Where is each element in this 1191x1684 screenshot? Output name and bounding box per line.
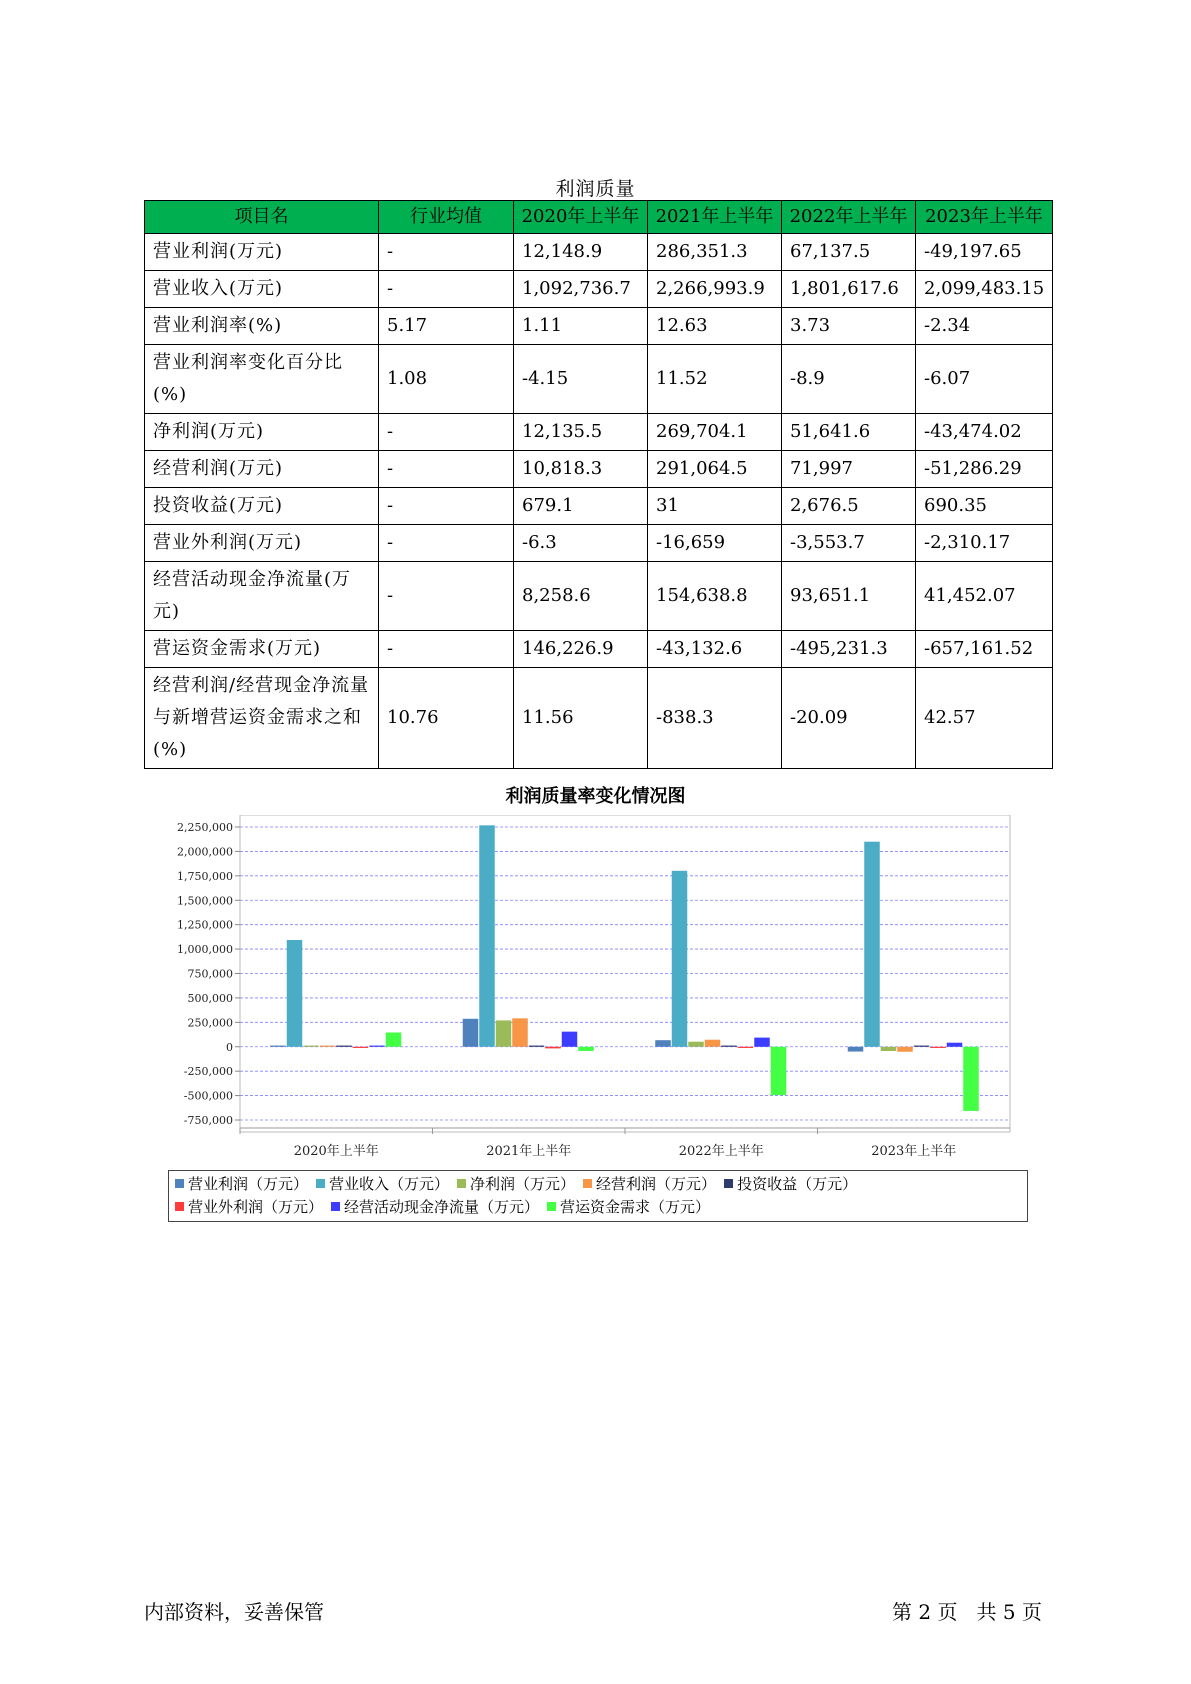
bar-3-3 xyxy=(897,1047,913,1052)
table-cell: - xyxy=(379,631,514,668)
bar-3-2 xyxy=(705,1040,721,1047)
table-cell: 10.76 xyxy=(379,668,514,769)
y-tick-label: 1,500,000 xyxy=(177,894,233,908)
row-label: 营业利润率(%) xyxy=(145,308,379,345)
table-cell: 1.11 xyxy=(514,308,648,345)
y-tick-label: 750,000 xyxy=(187,967,233,981)
row-label: 净利润(万元) xyxy=(145,414,379,451)
bar-4-2 xyxy=(721,1046,737,1047)
table-cell: 154,638.8 xyxy=(648,562,782,631)
bar-0-2 xyxy=(655,1040,671,1047)
bar-6-3 xyxy=(947,1043,963,1047)
col-header-item: 项目名 xyxy=(145,201,379,234)
bar-5-1 xyxy=(545,1047,561,1049)
footer-page-number xyxy=(892,1596,1042,1625)
table-cell: 5.17 xyxy=(379,308,514,345)
bar-1-0 xyxy=(287,940,303,1047)
y-tick-label: 1,000,000 xyxy=(177,943,233,957)
col-header-2022h1: 2022年上半年 xyxy=(782,201,916,234)
table-cell: -2,310.17 xyxy=(916,525,1053,562)
bar-3-0 xyxy=(320,1046,336,1047)
table-cell: -4.15 xyxy=(514,345,648,414)
y-tick-label: 1,750,000 xyxy=(177,869,233,883)
row-label: 投资收益(万元) xyxy=(145,488,379,525)
legend-label: 经营活动现金净流量（万元） xyxy=(344,1198,540,1216)
col-header-2021h1: 2021年上半年 xyxy=(648,201,782,234)
table-cell: 67,137.5 xyxy=(782,234,916,271)
legend-label: 投资收益（万元） xyxy=(737,1175,858,1193)
table-cell: 2,676.5 xyxy=(782,488,916,525)
table-row xyxy=(145,234,1053,271)
bar-4-0 xyxy=(336,1046,352,1047)
table-row xyxy=(145,308,1053,345)
bar-5-3 xyxy=(930,1047,946,1048)
bar-0-1 xyxy=(463,1019,479,1047)
table-cell: -3,553.7 xyxy=(782,525,916,562)
y-tick-label: 2,250,000 xyxy=(177,821,233,834)
legend-swatch xyxy=(331,1202,340,1211)
row-label: 营业收入(万元) xyxy=(145,271,379,308)
bar-0-3 xyxy=(848,1047,864,1052)
table-header-row xyxy=(145,201,1053,234)
table-cell: 12.63 xyxy=(648,308,782,345)
table-cell: 12,135.5 xyxy=(514,414,648,451)
legend-item xyxy=(316,1173,449,1196)
table-cell: 8,258.6 xyxy=(514,562,648,631)
bar-0-0 xyxy=(270,1046,286,1047)
bar-1-2 xyxy=(672,871,688,1047)
y-tick-label: 500,000 xyxy=(187,991,233,1005)
table-cell: 11.52 xyxy=(648,345,782,414)
table-cell: -49,197.65 xyxy=(916,234,1053,271)
y-tick-label: 0 xyxy=(226,1040,233,1054)
bar-4-1 xyxy=(529,1046,545,1047)
bar-7-1 xyxy=(578,1047,594,1051)
table-cell: -16,659 xyxy=(648,525,782,562)
table-cell: - xyxy=(379,488,514,525)
row-label: 经营活动现金净流量(万元) xyxy=(145,562,379,631)
legend-swatch xyxy=(724,1179,733,1188)
legend-item xyxy=(331,1196,539,1219)
table-cell: 690.35 xyxy=(916,488,1053,525)
table-cell: 291,064.5 xyxy=(648,451,782,488)
table-title: 利润质量 xyxy=(555,178,636,200)
y-tick-label: 2,000,000 xyxy=(177,845,233,859)
table-cell: - xyxy=(379,271,514,308)
row-label: 营业外利润(万元) xyxy=(145,525,379,562)
x-tick-label: 2020年上半年 xyxy=(293,1144,379,1159)
bar-chart xyxy=(150,815,1020,1165)
table-cell: 42.57 xyxy=(916,668,1053,769)
legend-item xyxy=(175,1173,308,1196)
legend-swatch xyxy=(175,1202,184,1211)
legend-label: 营运资金需求（万元） xyxy=(560,1198,711,1216)
legend-item xyxy=(457,1173,575,1196)
table-cell: 11.56 xyxy=(514,668,648,769)
x-tick-label: 2021年上半年 xyxy=(486,1144,572,1159)
table-cell: -657,161.52 xyxy=(916,631,1053,668)
table-cell: -8.9 xyxy=(782,345,916,414)
bar-3-1 xyxy=(512,1018,528,1046)
footer-confidential-note: 内部资料，妥善保管 xyxy=(144,1600,324,1624)
row-label: 经营利润/经营现金净流量与新增营运资金需求之和(%) xyxy=(145,668,379,769)
table-cell: -495,231.3 xyxy=(782,631,916,668)
bar-1-1 xyxy=(479,825,495,1046)
table-cell: -838.3 xyxy=(648,668,782,769)
table-cell: - xyxy=(379,234,514,271)
table-row xyxy=(145,668,1053,769)
legend-swatch xyxy=(175,1179,184,1188)
bar-6-1 xyxy=(562,1032,578,1047)
bar-6-2 xyxy=(754,1038,770,1047)
legend-label: 营业利润（万元） xyxy=(188,1175,309,1193)
page-total: 5 xyxy=(1002,1600,1016,1624)
legend-swatch xyxy=(457,1179,466,1188)
table-cell: 10,818.3 xyxy=(514,451,648,488)
table-row xyxy=(145,631,1053,668)
col-header-2023h1: 2023年上半年 xyxy=(916,201,1053,234)
table-cell: - xyxy=(379,414,514,451)
legend-item xyxy=(547,1196,710,1219)
table-cell: - xyxy=(379,525,514,562)
bar-2-3 xyxy=(881,1047,897,1051)
table-row xyxy=(145,345,1053,414)
bar-7-2 xyxy=(771,1047,787,1095)
page-suffix: 页 xyxy=(1021,1600,1042,1624)
table-row xyxy=(145,451,1053,488)
table-cell: -6.07 xyxy=(916,345,1053,414)
row-label: 营业利润(万元) xyxy=(145,234,379,271)
bar-7-3 xyxy=(963,1047,979,1111)
bar-1-3 xyxy=(864,842,880,1047)
table-cell: 3.73 xyxy=(782,308,916,345)
bar-2-2 xyxy=(688,1042,704,1047)
table-row xyxy=(145,488,1053,525)
legend-swatch xyxy=(547,1202,556,1211)
chart-title: 利润质量率变化情况图 xyxy=(505,786,686,807)
table-cell: 1,801,617.6 xyxy=(782,271,916,308)
legend-label: 营业外利润（万元） xyxy=(188,1198,324,1216)
table-cell: 679.1 xyxy=(514,488,648,525)
y-tick-label: 1,250,000 xyxy=(177,918,233,932)
legend-item xyxy=(175,1196,323,1219)
table-row xyxy=(145,525,1053,562)
profit-quality-table xyxy=(144,200,1053,769)
x-tick-label: 2022年上半年 xyxy=(678,1144,764,1159)
table-cell: -43,474.02 xyxy=(916,414,1053,451)
legend-label: 净利润（万元） xyxy=(470,1175,576,1193)
table-cell: -51,286.29 xyxy=(916,451,1053,488)
row-label: 经营利润(万元) xyxy=(145,451,379,488)
y-tick-label: -750,000 xyxy=(183,1114,233,1127)
table-cell: 1,092,736.7 xyxy=(514,271,648,308)
table-row xyxy=(145,271,1053,308)
col-header-2020h1: 2020年上半年 xyxy=(514,201,648,234)
y-tick-label: -250,000 xyxy=(183,1065,233,1079)
col-header-industry-avg: 行业均值 xyxy=(379,201,514,234)
table-cell: 2,099,483.15 xyxy=(916,271,1053,308)
row-label: 营业利润率变化百分比(%) xyxy=(145,345,379,414)
page-prefix: 第 xyxy=(892,1600,912,1624)
table-cell: - xyxy=(379,451,514,488)
table-cell: -43,132.6 xyxy=(648,631,782,668)
page-mid: 页 xyxy=(937,1600,958,1624)
y-tick-label: 250,000 xyxy=(187,1016,233,1030)
bar-5-2 xyxy=(738,1047,754,1048)
table-cell: 286,351.3 xyxy=(648,234,782,271)
bar-6-0 xyxy=(369,1046,385,1047)
bar-7-0 xyxy=(386,1032,402,1046)
table-row xyxy=(145,562,1053,631)
x-tick-label: 2023年上半年 xyxy=(871,1144,957,1159)
table-cell: 71,997 xyxy=(782,451,916,488)
table-cell: -2.34 xyxy=(916,308,1053,345)
legend-item xyxy=(583,1173,716,1196)
chart-legend xyxy=(168,1170,1028,1222)
y-tick-label: -500,000 xyxy=(183,1089,233,1103)
table-cell: - xyxy=(379,562,514,631)
table-cell: 146,226.9 xyxy=(514,631,648,668)
table-cell: 2,266,993.9 xyxy=(648,271,782,308)
table-cell: 51,641.6 xyxy=(782,414,916,451)
table-cell: -6.3 xyxy=(514,525,648,562)
legend-item xyxy=(724,1173,857,1196)
page-current: 2 xyxy=(918,1600,932,1624)
table-cell: 93,651.1 xyxy=(782,562,916,631)
row-label: 营运资金需求(万元) xyxy=(145,631,379,668)
table-cell: -20.09 xyxy=(782,668,916,769)
bar-2-0 xyxy=(303,1046,319,1047)
table-cell: 12,148.9 xyxy=(514,234,648,271)
legend-label: 经营利润（万元） xyxy=(596,1175,717,1193)
table-cell: 41,452.07 xyxy=(916,562,1053,631)
table-cell: 1.08 xyxy=(379,345,514,414)
table-row xyxy=(145,414,1053,451)
page-total-prefix: 共 xyxy=(976,1600,997,1624)
legend-swatch xyxy=(583,1179,592,1188)
bar-2-1 xyxy=(496,1020,512,1046)
table-cell: 31 xyxy=(648,488,782,525)
bar-5-0 xyxy=(353,1047,369,1048)
legend-swatch xyxy=(316,1179,325,1188)
legend-label: 营业收入（万元） xyxy=(329,1175,450,1193)
bar-4-3 xyxy=(914,1046,930,1047)
table-cell: 269,704.1 xyxy=(648,414,782,451)
